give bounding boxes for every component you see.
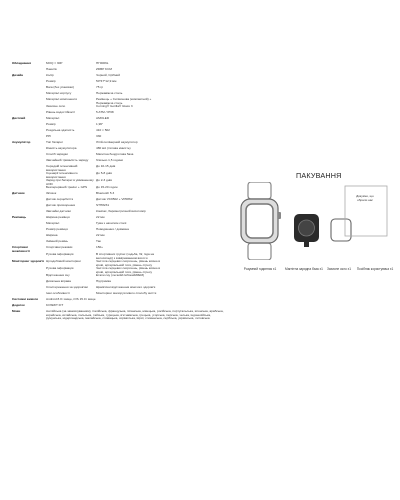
spec-cell-c3: Щомісячні відстеження жіночого здоров'я [96,285,156,289]
spec-cell-c2: Захисне скло [46,104,66,108]
caption-watch: Розумний годинник x1 [243,267,277,271]
spec-cell-c3: Corning® Gorilla® Glass 3 [96,104,133,108]
spec-cell-c2: MOQ = 30P [46,61,63,65]
spec-cell-c2: Дихальна вправа [46,279,71,283]
spec-cell-c2: PPI [46,134,51,138]
spec-cell-c3: 5 ATM / IP68 [96,110,114,114]
spec-cell-c3: Гума з нахилом сталі [96,221,127,225]
spec-cell-c3: 22 мм [96,215,105,219]
spec-cell-c3: Чорний, Срібний [96,73,120,77]
spec-cell-c2: Звичайний тривалість заряду [46,158,89,162]
spec-row [12,310,227,321]
spec-cell-c2: Android 8.0 і вище, iOS 15.0 і вище [46,297,96,301]
spec-cell-c1: Додаток [12,303,25,307]
spec-cell-c2: Зв'язок [46,191,57,195]
spec-cell-c3: Нержавіюча сталь [96,91,123,95]
spec-cell-c3: Частота серцевих скорочень, рівень кисню в крові, артеріальний тиск, рівень стресу [96,266,161,274]
spec-cell-c2: Рівень водостійкості [46,110,76,114]
spec-cell-c2: Сценарії інтенсивного використання [46,171,78,179]
spec-cell-c2: Заряд при батареї в увімкненому AOD [46,178,94,186]
spec-cell-c3: ZDBP KCM [96,67,112,71]
spec-cell-c3: 50*47*12,9 мм [96,79,117,83]
spec-cell-c2: Рухова інформація [46,252,74,256]
spec-cell-c2: Матеріал компоненти [46,97,78,101]
spec-cell-c2: Тип батареї [46,140,63,144]
spec-cell-c3: 22 мм [96,233,105,237]
spec-cell-c1: Акумулятор [12,140,31,144]
spec-cell-c1: Мови [12,309,21,313]
spec-cell-c1: Системні вимоги [12,297,39,301]
spec-cell-c2: Пакетів [46,67,57,71]
spec-cell-c3: Моніторинг малорухливого способу життя [96,291,157,295]
spec-cell-c1: Дисплей [12,116,26,120]
spec-cell-c2: Датчик прискорення [46,203,76,207]
spec-cell-c2: Матеріал корпусу [46,91,72,95]
spec-cell-c2: Вага (без упаковки) [46,85,74,89]
spec-cell-c2: Колір [46,73,54,77]
packaging-title: ПАКУВАННЯ [296,171,342,180]
spec-cell-c2: Матеріал [46,116,60,120]
spec-cell-c2: Середній інтенсивний використання [46,164,78,172]
spec-cell-c3: Частота серцевих скорочень, рівень кисню в крові, артеріальний тиск, рівень стресу [96,259,161,267]
spec-cell-c3: В спортивних групах (ходьба, біг, їзда на велосипеді) з вимірюванням висоти [96,252,155,260]
spec-cell-c1: Ремінець [12,215,27,219]
spec-cell-c3: Компас, барометричний висотомір [96,209,146,213]
spec-cell-c3: близько 1,5 години [96,158,124,162]
spec-cell-c3: 75 гр [96,85,104,89]
spec-cell-c3: 330 [96,134,102,138]
spec-cell-c1: Моніторинг здоров'я [12,259,44,263]
caption-manual: Посібник користувача x1 [356,267,394,271]
spec-cell-c2: Спостереження за здоров'ям [46,285,88,289]
spec-cell-c2: Роздільна здатність [46,128,75,132]
spec-cell-c2: Спосіб зарядки [46,152,68,156]
spec-cell-c1: Спортивні можливості [12,245,30,253]
spec-cell-c3: Етапи сну (легкий/глибокий/REM) [96,273,145,277]
spec-cell-c3: Ремінець + Силіконова (компактний) + Нержавіюча сталь [96,97,152,105]
spec-cell-c2: Інші особливості [46,291,70,295]
manual-box [344,185,388,237]
spec-cell-c2: Відстеження сну [46,273,70,277]
spec-cell-c2: Безперервний трекінг + GPS [46,185,88,189]
charger-illustration [289,212,324,250]
spec-cell-c2: KOSMIT FIT [46,303,64,307]
spec-cell-c2: Датчик серцебиття [46,197,74,201]
spec-cell-c2: Ширина [46,233,58,237]
spec-cell-c3: До 2-3 днів [96,178,112,182]
caption-charger: Магнітна зарядна база x1 [285,267,323,271]
spec-cell-c3: Так [96,239,101,243]
spec-cell-c3: До 10-15 днів [96,164,116,168]
spec-cell-c2: Знімний ремінь [46,239,68,243]
spec-cell-c3: До 15-20 годин [96,185,118,189]
spec-cell-c3: Bluetooth 5.3 [96,191,115,195]
watch-illustration [237,182,282,260]
spec-cell-c2: Звичайні датчики [46,209,71,213]
spec-row [12,179,227,186]
spec-cell-c2: Ширина ремінця [46,215,70,219]
spec-cell-c3: Літій-полімерний акумулятор [96,140,138,144]
spec-cell-c3: До 5-8 днів [96,171,112,175]
spec-cell-c3: STH8231 [96,203,110,207]
spec-cell-c2: Англійська (за замовчуванням), італійська, французька, іспанська, німецька, російська, португальська, японська, арабська, корейська, китайська, польська, тайська, турецька, в'єтнамська, грецька, угорська, перська, чеська, індонезійська, румунська, нідерландська, малайська, словацька, хорватська, іврит, словенська, сербська, українська, литовська [46,309,224,320]
spec-cell-c3: Поводження / довжина [96,227,129,231]
spec-cell-c3: 480 мА (типова ємність) [96,146,131,150]
spec-cell-c3: Підтримка [96,279,111,283]
spec-cell-c1: Дизайн [12,73,24,77]
spec-cell-c3: НГ0006L [96,61,109,65]
caption-glass: Захисне скло x1 [326,267,352,271]
spec-table [12,62,227,321]
spec-cell-c1: Обладнання [12,61,32,65]
spec-cell-c1: Датчики [12,191,25,195]
spec-cell-c3: 150+ [96,245,103,249]
spec-row [12,165,227,172]
spec-cell-c3: Датчик VC9502 + VP0862 [96,197,133,201]
spec-cell-c2: Цілодобовий моніторинг [46,259,82,263]
spec-cell-c2: Рухова інформація [46,266,74,270]
spec-row [12,172,227,179]
spec-cell-c3: 1,96" [96,122,104,126]
spec-cell-c2: Спортивні режими [46,245,73,249]
spec-cell-c3: Магнітна бездротова база [96,152,134,156]
spec-cell-c2: Розмір [46,122,56,126]
spec-cell-c2: Розмір [46,79,56,83]
spec-cell-c2: Матеріал [46,221,60,225]
spec-cell-c2: Розмір ремінця [46,227,68,231]
spec-cell-c2: Ємність акумулятора [46,146,77,150]
manual-box-text: Дякуємо, що обрали нас [356,194,374,202]
spec-cell-c3: 410 × 502 [96,128,110,132]
spec-cell-c3: AMOLED [96,116,110,120]
